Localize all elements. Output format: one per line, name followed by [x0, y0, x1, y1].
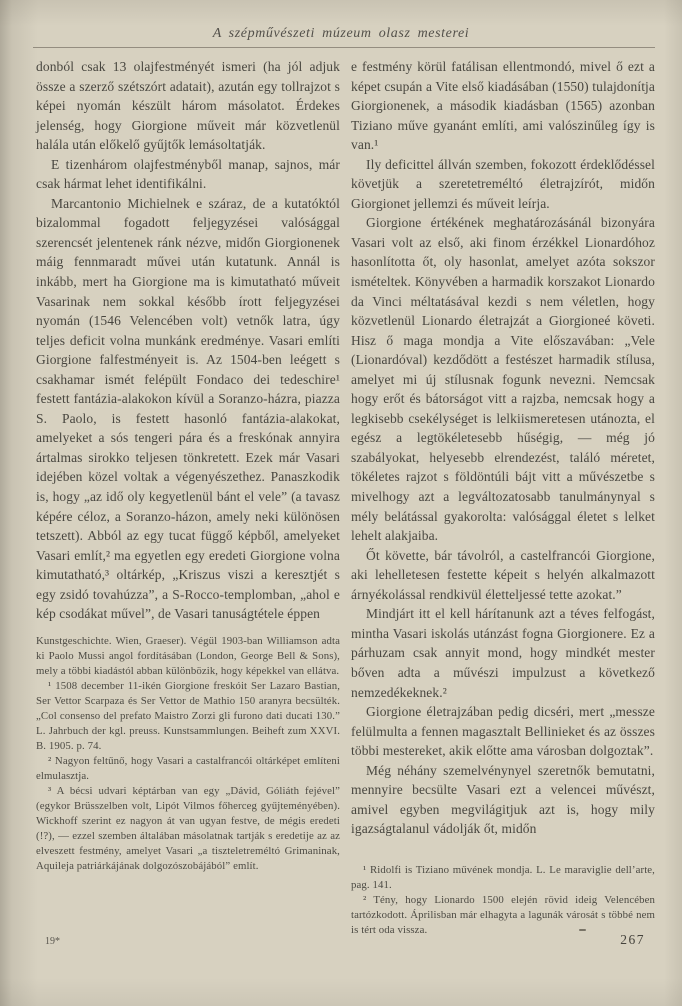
paragraph: E tizenhárom olajfestményből manap, sajnos, már csak hármat lehet identifikálni.	[36, 156, 340, 192]
paragraph: Ily deficittel állván szemben, fokozott érdeklődéssel követjük a szeretetreméltó életrajzírót, midőn Giorgionet jellemzi és műveit leírja.	[351, 156, 655, 211]
paragraph: Mindjárt itt el kell hárítanunk azt a téves felfogást, mintha Vasari iskolás utánzást fogna Giorgionere. Ez a párhuzam csak annyit mond, hogy mindkét mester bőven adta a művészi impulzust a következő nemzedékeknek.²	[351, 606, 655, 700]
signature-mark: 19*	[45, 936, 60, 947]
footnote-3: ³ A bécsi udvari képtárban van egy „Dávid, Góliáth fejével” (egykor Brüsszelben volt, Lipót Vilmos főherceg gyűjteményében). Wickhoff szerint ez nagyon át van ugyan festve, de mégis eredeti (!?), — ezzel szemben általában másolatnak tartják s eredetije az az elveszett festmény, amelyet Vasari „a tiszteletreméltó Grimaninak, Aquileja patriárkájának dolgozószobájából” említ.	[36, 784, 340, 872]
footnote-2: ² Tény, hogy Lionardo 1500 elején rövid ideig Velencében tartózkodott. Áprilisban már elhagyta a lagunák városát s többé nem is tért oda vissza.	[351, 893, 655, 936]
left-column	[36, 57, 340, 938]
paragraph: e festmény körül fatálisan ellentmondó, mivel ő ezt a képet csupán a Vite első kiadásában (1550) tulajdonítja Giorgionenek, a második kiadásban (1565) azonban Tiziano műve gyanánt említi, ami valószinűleg így is van.¹	[351, 59, 655, 153]
paragraph: Marcantonio Michielnek e száraz, de a kutatóktól bizalommal fogadott feljegyzései valósággal szerencsét jelentenek ránk nézve, midőn Giorgionenek máig fennmaradt művei után kutatunk. Annál is inkább, mert ha Giorgione ma is kimutatható műveit Vasarinak nem sokkal később írott feljegyzései nyomán (1546 Velencében volt) vetnők latra, úgy teljes deficit volna munkánk eredménye. Vasari említi Giorgione falfestményeit is. Az 1504-ben leégett s csakhamar ismét felépült Fondaco dei tedeschire¹ festett fantázia-alakokon kívül a Soranzo-házra, piazza S. Paolo, is festett hasonló fantázia-alakokat, amelyeket a sós tengeri pára és a freskónak annyira ártalmas sirokko teljesen tönkretett. Ezek már Vasari idejében közel voltak a végenyészethez. Panaszkodik is, hogy „az idő oly kegyetlenül bánt el vele” (a tavasz képére céloz, a Soranzo-házon, amely neki különösen tetszett). Abból az egy tucat függő képből, amelyeket Vasari említ,² ma egyetlen egy eredeti Giorgione volna kimutatható,³ oltárkép, „Kriszus viszi a keresztjét s egy zsidó tovahúzza”, a S-Rocco-templomban, „ahol e kép csodákat művel”, de Vasari tanuságtétele éppen	[36, 195, 340, 622]
scan-artifact	[579, 929, 586, 931]
footnote-continuation: Kunstgeschichte. Wien, Graeser). Végül 1903-ban Williamson adta ki Paolo Mussi angol fordításában (London, George Bell & Sons), mely a többi kiadástól abban különbözik, hogy képekkel van ellátva.	[36, 634, 340, 677]
page-number: 267	[620, 932, 645, 947]
right-column	[351, 57, 655, 938]
running-head: A szépművészeti múzeum olasz mesterei	[212, 26, 470, 41]
footnote-1: ¹ Ridolfi is Tiziano művének mondja. L. Le maraviglie dell’arte, pag. 141.	[351, 863, 655, 891]
paragraph: Giorgione értékének meghatározásánál bizonyára Vasari volt az első, aki finom érzékkel Lionardóhoz hasonlította őt, oly hasonlat, amelyet azóta sokszor ismételtek. Könyvében a harmadik korszakot Lionardo da Vinci méltatásával kezdi s nem véletlen, hogy közvetlenül Lionardo életrajzát a Giorgioneé követi. Hisz ő maga mondja a Vite előszavában: „Vele (Lionardóval) kezdődött a festészet harmadik stílusa, amelyet mi új stílusnak fogunk nevezni. Nemcsak hogy erőt és bátorságot vitt a rajzba, nemcsak hogy a legkisebb csekélységet is lelkiismeretesen utánozta, el egész a legtökéletesebb hűségig, — még jó szabályokat, helyesebb elrendezést, találó méretet, tökéletes rajzot s földöntúli bájt vitt a művészetbe s mivelhogy azt a legváltozatosabb tanulmánynyal s mély belátással gyakorolta: valósággal életet s lelket lehelt alakjaiba.	[351, 215, 655, 544]
paragraph: Még néhány szemelvénynyel szeretnők bemutatni, mennyire becsülte Vasari ezt a velencei művészt, amivel egyben megvilágitjuk azt is, hogy mily igazságtalanul vádolják őt, midőn	[351, 762, 655, 837]
right-footnotes	[351, 863, 655, 938]
footnote-1: ¹ 1508 december 11-ikén Giorgione freskóit Ser Lazaro Bastian, Ser Vettor Scarpaza és Ser Vettor de Mathio 150 aranyra becsülték. „Col consenso del prefato Maistro Zorzi gli furono dati ducati 130.” L. Jahrbuch der kgl. preuss. Kunstsammlungen. Beiheft zum XXVI. B. 1905. p. 74.	[36, 679, 340, 752]
text-columns	[0, 57, 682, 938]
paragraph: Őt követte, bár távolról, a castelfrancói Giorgione, aki lehelletesen festette képeit s helyén alkalmazott árnyékolással rendkivül életteljessé tette azokat.”	[351, 547, 655, 602]
header-rule	[33, 47, 655, 48]
paragraph: Giorgione életrajzában pedig dicséri, mert „messze felülmulta a fennen magasztalt Bellinieket és az összes többi mestereket, akik előtte ama városban dolgoztak”.	[351, 704, 655, 759]
paragraph: donból csak 13 olajfestményét ismeri (ha jól adjuk össze a szerző szétszórt adatait), azután egy tollrajzot s képei nyomán készült három másolatot. Érdekes jelenség, hogy Giorgione műveit már közvetlenül halála után előkelő gyűjtők lemásoltatják.	[36, 59, 340, 153]
footnote-2: ² Nagyon feltűnő, hogy Vasari a castalfrancói oltárképet említeni elmulasztja.	[36, 754, 340, 782]
left-footnotes	[36, 634, 340, 874]
